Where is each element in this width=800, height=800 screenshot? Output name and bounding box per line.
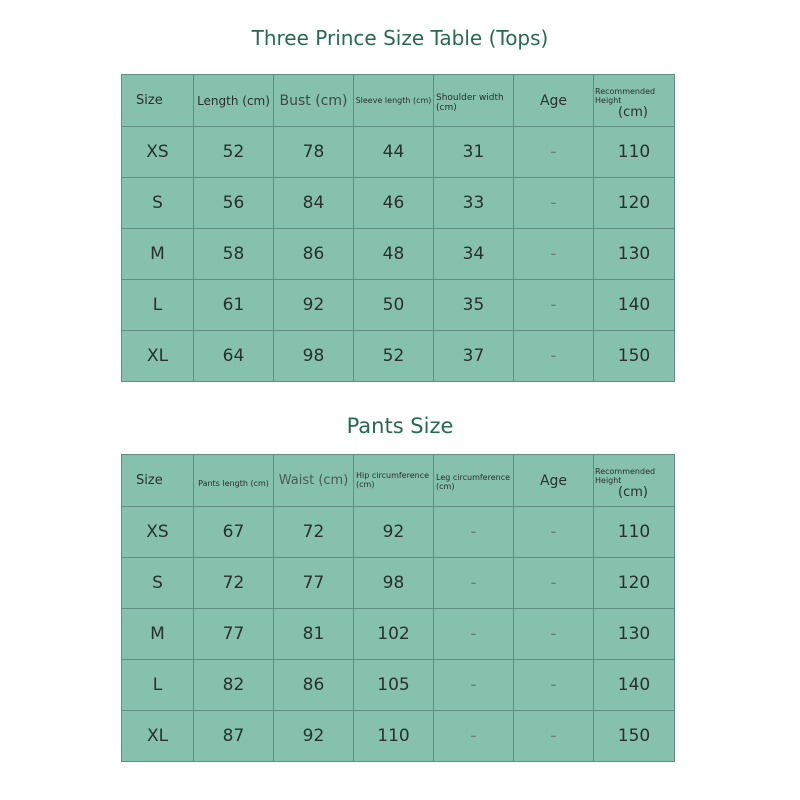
tops-header-shoulder-unit: (cm)	[436, 103, 457, 113]
leg-cell: -	[434, 660, 514, 711]
pants-length-cell: 72	[194, 558, 274, 609]
height-cell: 110	[594, 507, 675, 558]
age-cell: -	[514, 660, 594, 711]
height-cell: 110	[594, 127, 675, 178]
tops-header-sleeve: Sleeve length (cm)	[354, 75, 434, 127]
bust-cell: 78	[274, 127, 354, 178]
leg-cell: -	[434, 609, 514, 660]
sleeve-cell: 48	[354, 229, 434, 280]
bust-cell: 84	[274, 178, 354, 229]
size-cell: XL	[122, 711, 194, 762]
pants-length-cell: 82	[194, 660, 274, 711]
tops-header-row	[122, 75, 675, 127]
bust-cell: 92	[274, 280, 354, 331]
length-cell: 56	[194, 178, 274, 229]
size-cell: M	[122, 229, 194, 280]
age-cell: -	[514, 127, 594, 178]
hip-cell: 98	[354, 558, 434, 609]
height-cell: 150	[594, 331, 675, 382]
pants-header-age: Age	[514, 455, 594, 507]
pants-length-cell: 87	[194, 711, 274, 762]
pants-header-row	[122, 455, 675, 507]
table-row	[122, 660, 675, 711]
tops-table-body	[122, 127, 675, 382]
age-cell: -	[514, 178, 594, 229]
pants-header-rec-label: Recommended Height	[595, 467, 656, 485]
shoulder-cell: 33	[434, 178, 514, 229]
length-cell: 64	[194, 331, 274, 382]
size-cell: XS	[122, 127, 194, 178]
bust-cell: 86	[274, 229, 354, 280]
table-row	[122, 178, 675, 229]
leg-cell: -	[434, 507, 514, 558]
height-cell: 120	[594, 178, 675, 229]
hip-cell: 102	[354, 609, 434, 660]
age-cell: -	[514, 558, 594, 609]
table-row	[122, 609, 675, 660]
pants-length-cell: 67	[194, 507, 274, 558]
waist-cell: 72	[274, 507, 354, 558]
waist-cell: 77	[274, 558, 354, 609]
pants-header-waist: Waist (cm)	[274, 455, 354, 507]
tops-header-shoulder	[434, 75, 514, 127]
shoulder-cell: 35	[434, 280, 514, 331]
size-cell: M	[122, 609, 194, 660]
waist-cell: 81	[274, 609, 354, 660]
sleeve-cell: 52	[354, 331, 434, 382]
hip-cell: 92	[354, 507, 434, 558]
length-cell: 58	[194, 229, 274, 280]
size-cell: XL	[122, 331, 194, 382]
tops-header-recommended-height	[594, 75, 675, 127]
tops-header-rec-unit: (cm)	[618, 105, 648, 120]
pants-header-hip-unit: (cm)	[356, 480, 375, 489]
height-cell: 140	[594, 280, 675, 331]
tops-header-shoulder-label: Shoulder width	[436, 93, 504, 103]
pants-header-pants-length: Pants length (cm)	[194, 455, 274, 507]
age-cell: -	[514, 331, 594, 382]
hip-cell: 105	[354, 660, 434, 711]
height-cell: 140	[594, 660, 675, 711]
size-cell: L	[122, 280, 194, 331]
size-cell: L	[122, 660, 194, 711]
sleeve-cell: 50	[354, 280, 434, 331]
tops-header-size: Size	[122, 75, 194, 127]
height-cell: 150	[594, 711, 675, 762]
height-cell: 130	[594, 229, 675, 280]
tops-size-table	[121, 74, 675, 382]
pants-header-leg-unit: (cm)	[436, 482, 455, 491]
length-cell: 61	[194, 280, 274, 331]
table-row	[122, 558, 675, 609]
pants-header-recommended-height	[594, 455, 675, 507]
tops-table-title: Three Prince Size Table (Tops)	[251, 26, 549, 50]
sleeve-cell: 44	[354, 127, 434, 178]
length-cell: 52	[194, 127, 274, 178]
age-cell: -	[514, 609, 594, 660]
bust-cell: 98	[274, 331, 354, 382]
leg-cell: -	[434, 711, 514, 762]
table-row	[122, 507, 675, 558]
table-row	[122, 229, 675, 280]
waist-cell: 86	[274, 660, 354, 711]
table-row	[122, 331, 675, 382]
size-cell: S	[122, 178, 194, 229]
hip-cell: 110	[354, 711, 434, 762]
age-cell: -	[514, 229, 594, 280]
pants-table-title: Pants Size	[346, 414, 454, 438]
pants-length-cell: 77	[194, 609, 274, 660]
tops-header-rec-label: Recommended Height	[595, 87, 656, 105]
pants-header-leg	[434, 455, 514, 507]
shoulder-cell: 31	[434, 127, 514, 178]
pants-header-rec-unit: (cm)	[618, 485, 648, 500]
pants-header-hip	[354, 455, 434, 507]
sleeve-cell: 46	[354, 178, 434, 229]
age-cell: -	[514, 280, 594, 331]
pants-header-leg-label: Leg circumference	[436, 473, 511, 482]
pants-table-body	[122, 507, 675, 762]
table-row	[122, 127, 675, 178]
pants-size-table	[121, 454, 675, 762]
height-cell: 120	[594, 558, 675, 609]
tops-header-bust: Bust (cm)	[274, 75, 354, 127]
pants-header-hip-label: Hip circumference	[356, 471, 430, 480]
table-row	[122, 280, 675, 331]
tops-header-length: Length (cm)	[194, 75, 274, 127]
table-row	[122, 711, 675, 762]
age-cell: -	[514, 711, 594, 762]
tops-header-age: Age	[514, 75, 594, 127]
waist-cell: 92	[274, 711, 354, 762]
height-cell: 130	[594, 609, 675, 660]
age-cell: -	[514, 507, 594, 558]
leg-cell: -	[434, 558, 514, 609]
size-cell: XS	[122, 507, 194, 558]
pants-header-size: Size	[122, 455, 194, 507]
size-cell: S	[122, 558, 194, 609]
shoulder-cell: 37	[434, 331, 514, 382]
shoulder-cell: 34	[434, 229, 514, 280]
